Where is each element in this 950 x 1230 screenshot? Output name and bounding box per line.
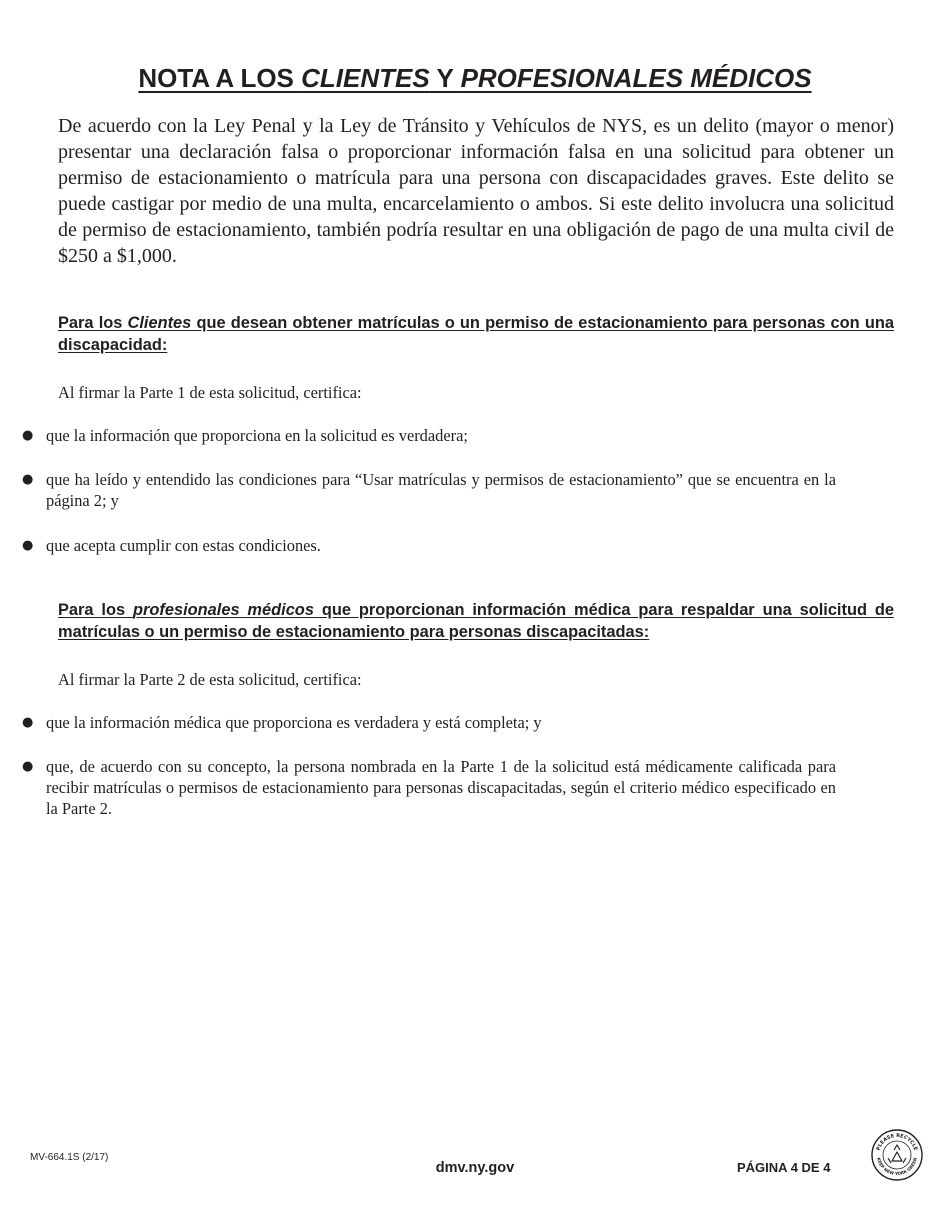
bullet-icon: ● bbox=[22, 472, 34, 487]
section-heading-medical-professionals bbox=[58, 599, 894, 643]
heading-text-em: Clientes bbox=[127, 314, 192, 332]
list-item-text: que la información que proporciona en la solicitud es verdadera; bbox=[46, 426, 468, 445]
list-item bbox=[0, 469, 836, 511]
bullet-icon: ● bbox=[22, 428, 34, 443]
title-text-3: Y bbox=[429, 63, 461, 93]
logo-text-top: PLEASE RECYCLE bbox=[875, 1132, 919, 1152]
title-text-2: CLIENTES bbox=[301, 63, 430, 93]
section-heading-clients bbox=[58, 312, 894, 356]
list-item bbox=[0, 712, 836, 733]
heading-text-em: profesionales médicos bbox=[132, 601, 314, 619]
list-item-text: que ha leído y entendido las condiciones para “Usar matrículas y permisos de estacionamiento” que se encuentra en la página 2; y bbox=[46, 470, 836, 510]
title-text-4: PROFESIONALES MÉDICOS bbox=[460, 63, 812, 93]
section-lead-clients: Al firmar la Parte 1 de esta solicitud, certifica: bbox=[58, 383, 362, 402]
heading-text-post: que proporcionan información médica para respaldar una solicitud de matrículas o un permiso de estacionamiento para personas discapacitadas: bbox=[58, 601, 894, 641]
website-link[interactable]: dmv.ny.gov bbox=[435, 1160, 515, 1176]
list-item bbox=[0, 535, 836, 556]
recycle-logo-icon bbox=[870, 1128, 924, 1182]
intro-paragraph: De acuerdo con la Ley Penal y la Ley de Tránsito y Vehículos de NYS, es un delito (mayor o menor) presentar una declaración falsa o proporcionar información falsa en una solicitud para obtener un permiso de estacionamiento o matrícula para una persona con discapacidades graves. Este delito se puede castigar por medio de una multa, encarcelamiento o ambos. Si este delito involucra una solicitud de permiso de estacionamiento, también podría resultar en una obligación de pago de una multa civil de $250 a $1,000. bbox=[58, 115, 894, 267]
list-item-text: que, de acuerdo con su concepto, la persona nombrada en la Parte 1 de la solicitud está médicamente calificada para recibir matrículas o permisos de estacionamiento para personas discapacitadas, según el criterio médico especificado en la Parte 2. bbox=[46, 757, 836, 818]
page-title bbox=[0, 62, 950, 94]
title-text-1: NOTA A LOS bbox=[138, 63, 302, 93]
heading-text-pre: Para los bbox=[58, 601, 133, 619]
bullet-icon: ● bbox=[22, 538, 34, 553]
bullet-icon: ● bbox=[22, 759, 34, 774]
logo-text-bottom: KEEP NEW YORK GREEN bbox=[876, 1157, 918, 1177]
list-item-text: que la información médica que proporciona es verdadera y está completa; y bbox=[46, 713, 542, 732]
form-number: MV-664.1S (2/17) bbox=[30, 1152, 109, 1163]
list-item bbox=[0, 756, 836, 819]
bullet-icon: ● bbox=[22, 715, 34, 730]
list-item bbox=[0, 425, 836, 446]
list-item-text: que acepta cumplir con estas condiciones. bbox=[46, 536, 321, 555]
page-number: PÁGINA 4 DE 4 bbox=[737, 1160, 831, 1175]
section-lead-medical-professionals: Al firmar la Parte 2 de esta solicitud, certifica: bbox=[58, 670, 362, 689]
heading-text-post: que desean obtener matrículas o un permiso de estacionamiento para personas con una discapacidad: bbox=[58, 314, 894, 354]
heading-text-pre: Para los bbox=[58, 314, 128, 332]
